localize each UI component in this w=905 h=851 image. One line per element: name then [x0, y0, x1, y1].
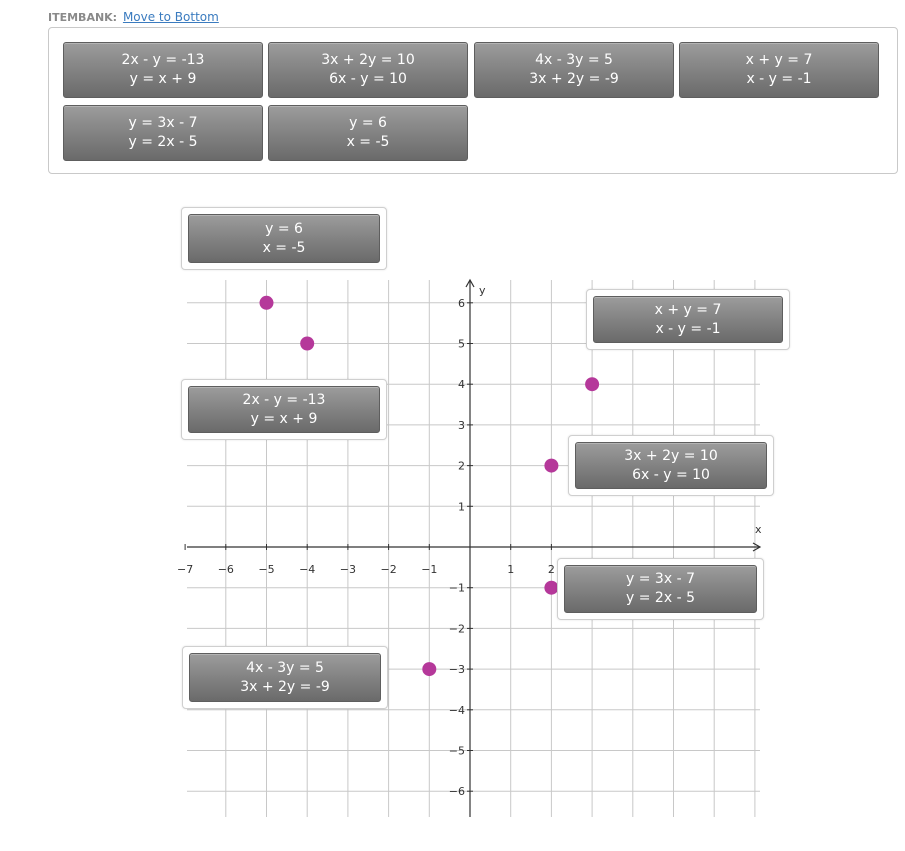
- tile-line-1: 2x - y = -13: [242, 391, 326, 408]
- x-tick-label: −1: [421, 563, 438, 576]
- tile-line-1: 2x - y = -13: [121, 52, 205, 68]
- y-tick-label: 4: [458, 378, 465, 392]
- itembank-header: [48, 10, 219, 24]
- tile-line-1: 4x - 3y = 5: [246, 659, 324, 676]
- x-tick-label: −3: [339, 563, 357, 576]
- y-axis-label: y: [479, 284, 486, 297]
- bank-tile-6[interactable]: [268, 105, 468, 161]
- y-tick-label: 2: [458, 459, 465, 473]
- y-tick-label: −5: [448, 744, 465, 758]
- y-tick-label: −1: [448, 581, 465, 595]
- tile-line-2: x - y = -1: [746, 71, 812, 87]
- bank-tile-5[interactable]: [63, 105, 263, 161]
- data-point: [544, 459, 558, 473]
- placed-tile[interactable]: [188, 214, 380, 263]
- x-tick-label: −2: [380, 563, 397, 576]
- x-axis-label: x: [755, 523, 762, 536]
- tile-line-1: x + y = 7: [745, 52, 813, 68]
- placed-tile[interactable]: [189, 653, 381, 702]
- drop-zone-1[interactable]: [181, 207, 387, 270]
- data-point: [585, 377, 599, 391]
- x-tick-label: −7: [176, 563, 194, 576]
- drop-zone-4[interactable]: [568, 435, 774, 496]
- bank-tile-1[interactable]: [63, 42, 263, 98]
- tile-line-2: y = x + 9: [129, 71, 197, 87]
- tile-line-1: x + y = 7: [654, 301, 722, 318]
- bank-tile-3[interactable]: [474, 42, 674, 98]
- tile-line-1: y = 3x - 7: [626, 571, 695, 587]
- drop-zone-2[interactable]: [586, 289, 790, 350]
- drop-zone-5[interactable]: [557, 558, 764, 620]
- tile-line-2: y = 2x - 5: [626, 590, 695, 606]
- tile-line-2: 3x + 2y = -9: [529, 71, 619, 87]
- tile-line-1: 3x + 2y = 10: [321, 52, 415, 68]
- tile-line-2: y = x + 9: [250, 410, 318, 427]
- placed-tile[interactable]: [188, 386, 380, 433]
- y-tick-label: −6: [448, 785, 465, 799]
- data-point: [300, 337, 314, 351]
- y-tick-label: −2: [448, 622, 465, 636]
- x-tick-label: 2: [547, 563, 555, 576]
- tile-line-2: 6x - y = 10: [632, 466, 710, 483]
- x-tick-label: −6: [217, 563, 234, 576]
- drop-zone-6[interactable]: [182, 646, 388, 709]
- tile-line-2: 6x - y = 10: [329, 71, 407, 87]
- tile-line-2: y = 2x - 5: [128, 134, 198, 150]
- data-point: [260, 296, 274, 310]
- placed-tile[interactable]: [575, 442, 767, 489]
- tile-line-1: 4x - 3y = 5: [535, 52, 613, 68]
- tile-line-2: 3x + 2y = -9: [240, 678, 330, 695]
- drop-zone-3[interactable]: [181, 379, 387, 440]
- x-tick-label: −5: [258, 563, 275, 576]
- tile-line-2: x - y = -1: [655, 320, 721, 337]
- tile-line-1: 3x + 2y = 10: [624, 447, 718, 464]
- y-tick-label: 5: [458, 337, 465, 351]
- move-to-bottom-link[interactable]: Move to Bottom: [122, 10, 219, 24]
- y-tick-label: 3: [458, 418, 465, 432]
- bank-tile-4[interactable]: [679, 42, 879, 98]
- itembank-label: ITEMBANK:: [48, 11, 118, 24]
- itembank-container: [48, 27, 898, 174]
- tile-line-2: x = -5: [262, 239, 306, 256]
- tile-line-1: y = 6: [265, 220, 303, 237]
- x-tick-label: −4: [299, 563, 316, 576]
- bank-tile-2[interactable]: [268, 42, 468, 98]
- data-point: [422, 662, 436, 676]
- y-tick-label: −4: [448, 703, 465, 717]
- x-tick-label: 1: [507, 563, 515, 576]
- y-tick-label: 6: [458, 296, 465, 310]
- tile-line-2: x = -5: [346, 134, 390, 150]
- placed-tile[interactable]: [593, 296, 783, 343]
- tile-line-1: y = 6: [349, 115, 387, 131]
- tile-line-1: y = 3x - 7: [128, 115, 198, 131]
- y-tick-label: 1: [458, 500, 465, 514]
- y-tick-label: −3: [448, 663, 465, 677]
- placed-tile[interactable]: [564, 565, 757, 613]
